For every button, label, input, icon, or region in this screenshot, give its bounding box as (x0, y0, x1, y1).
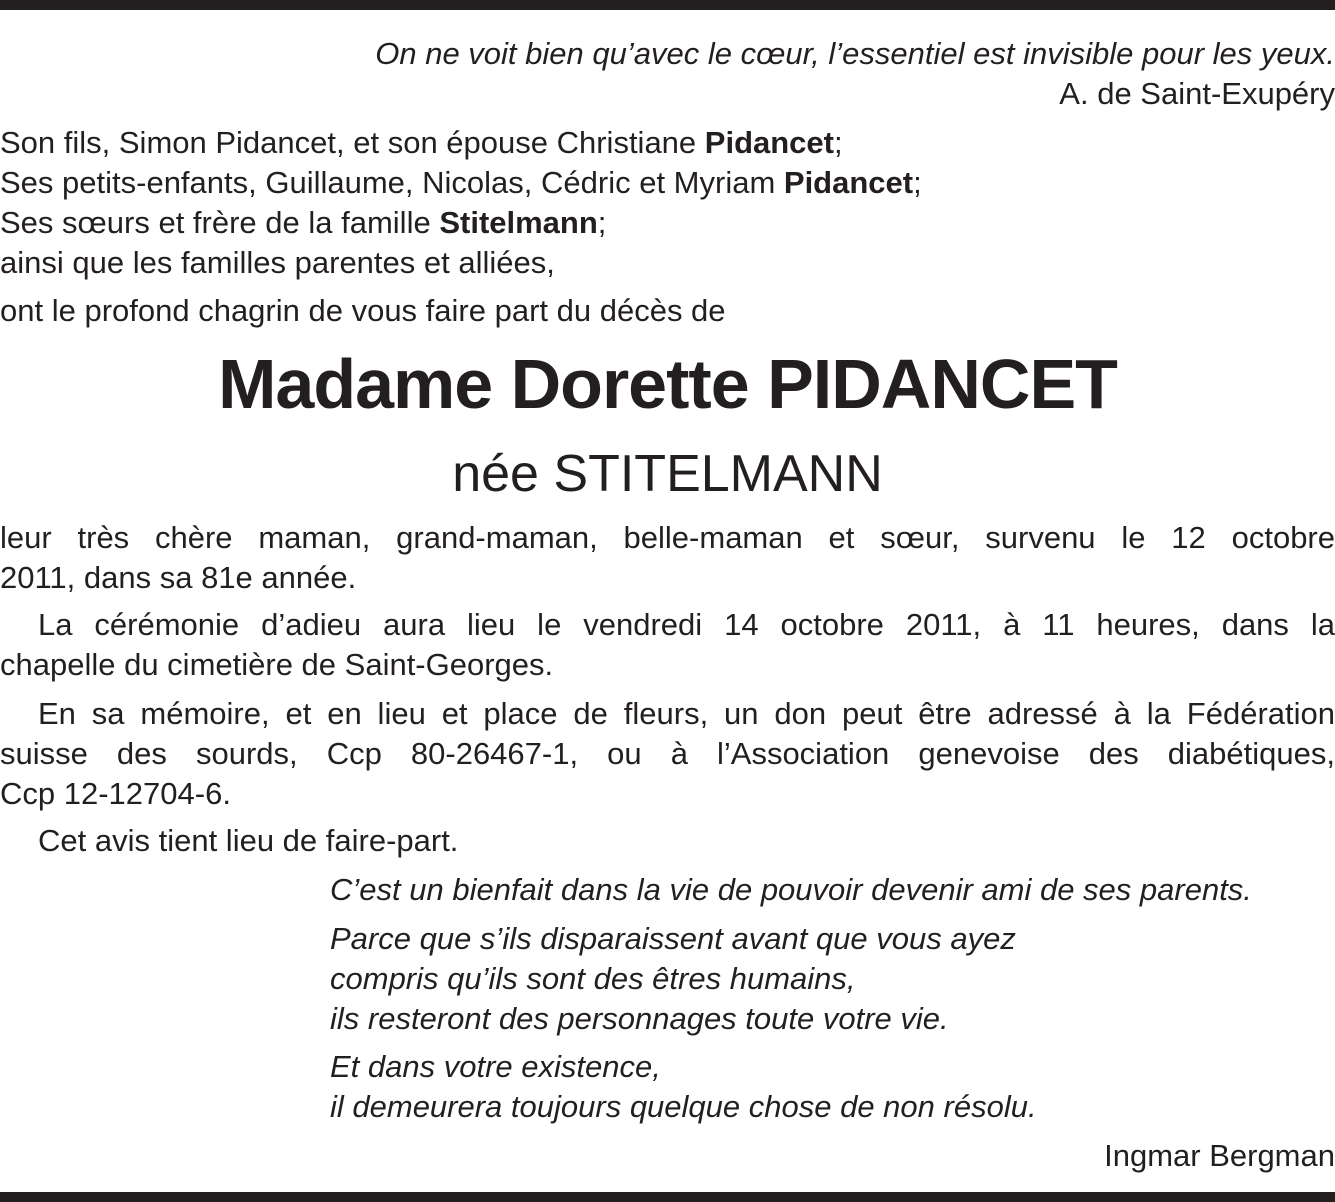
bottom-border (0, 1192, 1335, 1202)
body-line: En sa mémoire, et en lieu et place de fleurs, un don peut être adressé à la Fédération (38, 696, 1335, 731)
body-line: 2011, dans sa 81e année. (0, 560, 357, 595)
deceased-name: Madame Dorette PIDANCET (218, 345, 1117, 423)
poem-line: C’est un bienfait dans la vie de pouvoir devenir ami de ses parents. (330, 872, 1252, 907)
body-line: chapelle du cimetière de Saint-Georges. (0, 647, 554, 682)
announcement: ont le profond chagrin de vous faire part du décès de (0, 293, 726, 328)
family-line: Ses sœurs et frère de la famille Stitelmann; (0, 205, 607, 240)
poem-line: il demeurera toujours quelque chose de non résolu. (330, 1089, 1037, 1124)
poem-line: Parce que s’ils disparaissent avant que vous ayez (330, 921, 1016, 956)
poem-line: Et dans votre existence, (330, 1049, 661, 1084)
family-line: ainsi que les familles parentes et alliées, (0, 245, 555, 280)
epigraph-author: A. de Saint-Exupéry (1059, 76, 1335, 111)
top-border (0, 0, 1335, 10)
deceased-maiden-name: née STITELMANN (452, 445, 883, 503)
family-line: Ses petits-enfants, Guillaume, Nicolas, Cédric et Myriam Pidancet; (0, 165, 922, 200)
body-line: suisse des sourds, Ccp 80-26467-1, ou à l’Association genevoise des diabétiques, (0, 736, 1335, 771)
body-line: La cérémonie d’adieu aura lieu le vendredi 14 octobre 2011, à 11 heures, dans la (38, 607, 1335, 642)
body-line: Cet avis tient lieu de faire-part. (38, 823, 459, 858)
family-line: Son fils, Simon Pidancet, et son épouse Christiane Pidancet; (0, 125, 843, 160)
poem-author: Ingmar Bergman (1104, 1138, 1335, 1173)
poem-line: ils resteront des personnages toute votre vie. (330, 1001, 949, 1036)
poem-line: compris qu’ils sont des êtres humains, (330, 961, 856, 996)
body-line: leur très chère maman, grand-maman, belle-maman et sœur, survenu le 12 octobre (0, 520, 1335, 555)
epigraph-quote: On ne voit bien qu’avec le cœur, l’essentiel est invisible pour les yeux. (375, 36, 1335, 71)
body-line: Ccp 12-12704-6. (0, 776, 231, 811)
